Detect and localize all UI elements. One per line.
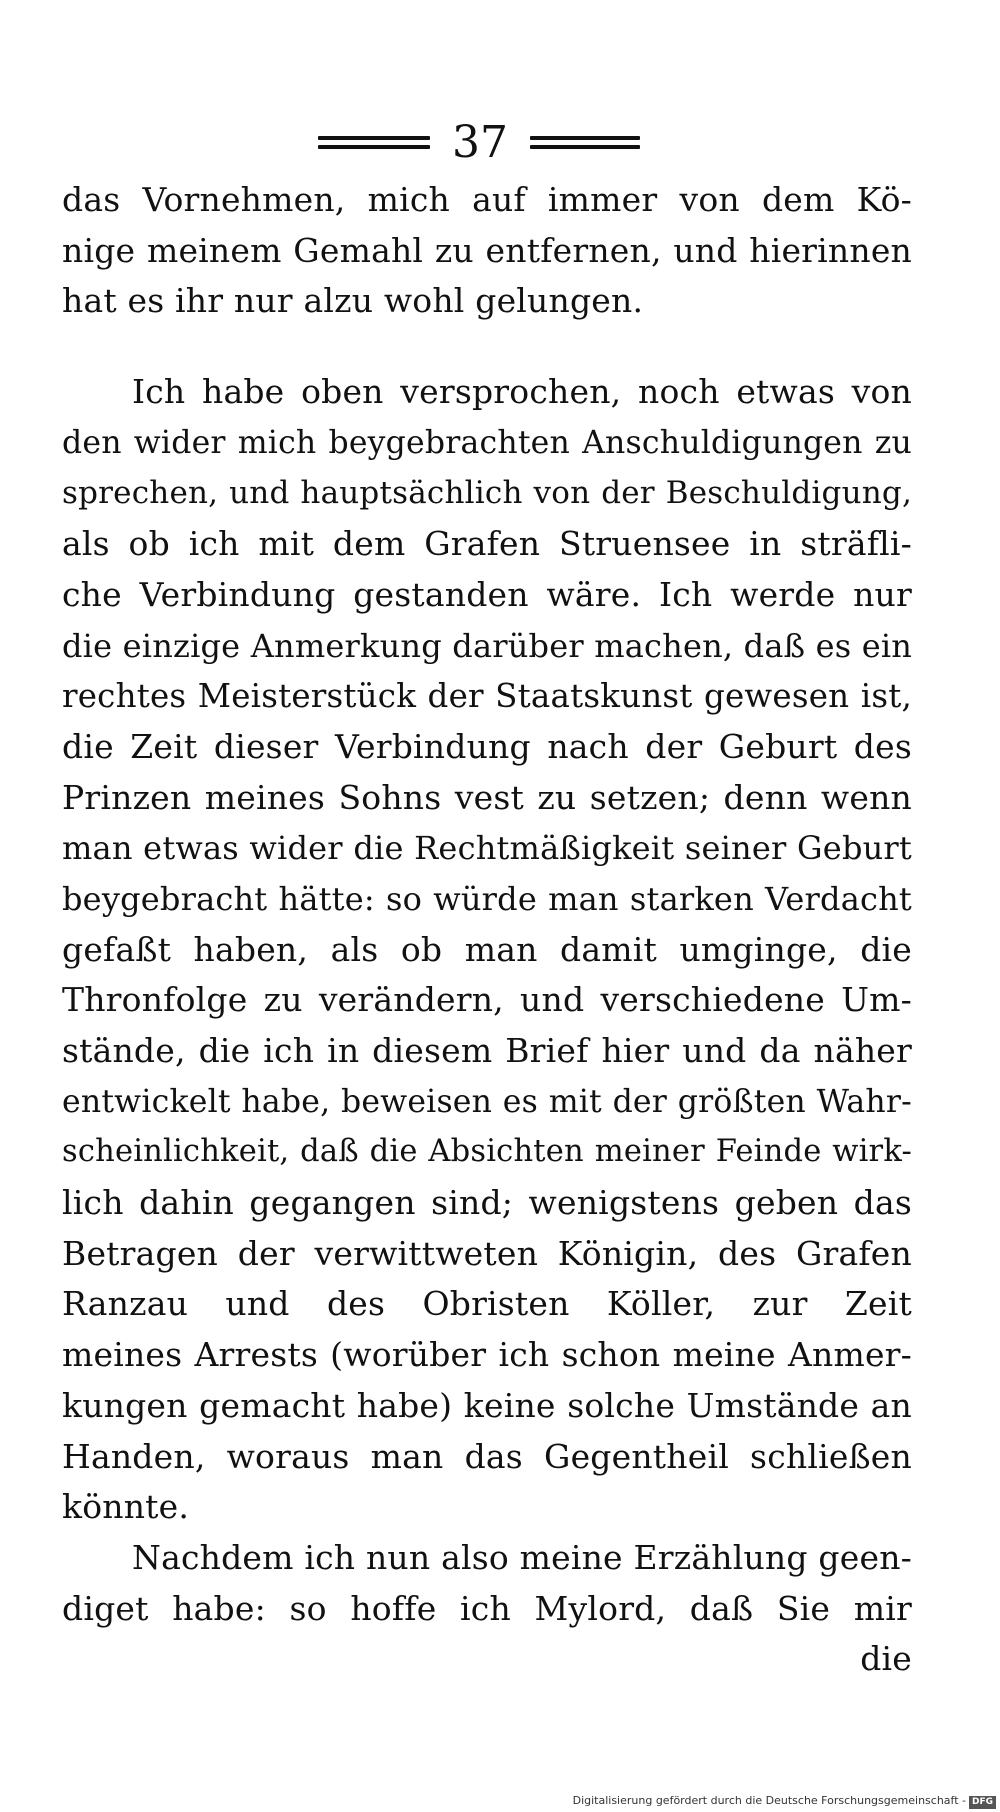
text-line: lich dahin gegangen sind; wenigstens geben das [62,1183,912,1223]
text-line: die Zeit dieser Verbindung nach der Geburt des [62,726,912,766]
text-line: rechtes Meisterstück der Staatskunst gewesen ist, [62,677,912,716]
text-line: gefaßt haben, als ob man damit umginge, die [62,929,912,969]
paragraph [62,1533,912,1634]
text-line: Betragen der verwittweten Königin, des Grafen [62,1233,912,1273]
text-line: sprechen, und hauptsächlich von der Beschuldigung, [62,475,912,512]
dfg-badge: DFG [969,1796,996,1809]
text-line: Handen, woraus man das Gegentheil schließen [62,1436,912,1476]
paragraph [62,367,912,1533]
text-line: das Vornehmen, mich auf immer von dem Kö- [62,180,912,219]
page-number: 37 [452,117,508,168]
text-line: kungen gemacht habe) keine solche Umstände an [62,1385,912,1425]
catchword: die [860,1639,912,1679]
text-line: als ob ich mit dem Grafen Struensee in sträfli- [62,524,912,564]
page-header [0,118,1000,168]
text-body [62,175,912,1685]
header-rule-left [318,136,430,140]
text-line: Ich habe oben versprochen, noch etwas von [132,372,912,412]
text-line: diget habe: so hoffe ich Mylord, daß Sie mir [62,1588,912,1628]
header-rule-right [530,145,640,149]
text-line: scheinlichkeit, daß die Absichten meiner Feinde wirk- [62,1134,912,1170]
header-rule-left [318,145,430,149]
text-line: hat es ihr nur alzu wohl gelungen. [62,281,644,321]
text-line: den wider mich beygebrachten Anschuldigungen zu [62,424,912,461]
text-line: Nachdem ich nun also meine Erzählung geen- [132,1537,912,1577]
text-line: entwickelt habe, beweisen es mit der größten Wahr- [62,1083,912,1120]
text-line: Ranzau und des Obristen Köller, zur Zeit [62,1284,912,1324]
footer-text: Digitalisierung gefördert durch die Deutsche Forschungsgemeinschaft - [572,1794,966,1807]
text-line: Prinzen meines Sohns vest zu setzen; denn wenn [62,777,912,817]
text-line: che Verbindung gestanden wäre. Ich werde nur [62,574,912,614]
text-line: meines Arrests (worüber ich schon meine Anmer- [62,1335,912,1375]
header-rule-right [530,136,640,140]
text-line: könnte. [62,1487,190,1527]
digitization-footer [573,1794,996,1809]
text-line: die einzige Anmerkung darüber machen, daß es ein [62,626,913,665]
text-line: nige meinem Gemahl zu entfernen, und hierinnen [62,230,912,270]
text-line: stände, die ich in diesem Brief hier und da näher [62,1031,912,1070]
paragraph [62,175,912,327]
text-line: beygebracht hätte: so würde man starken Verdacht [62,879,912,918]
text-line: Thronfolge zu verändern, und verschiedene Um- [62,980,912,1020]
text-line: man etwas wider die Rechtmäßigkeit seiner Geburt [62,829,912,868]
